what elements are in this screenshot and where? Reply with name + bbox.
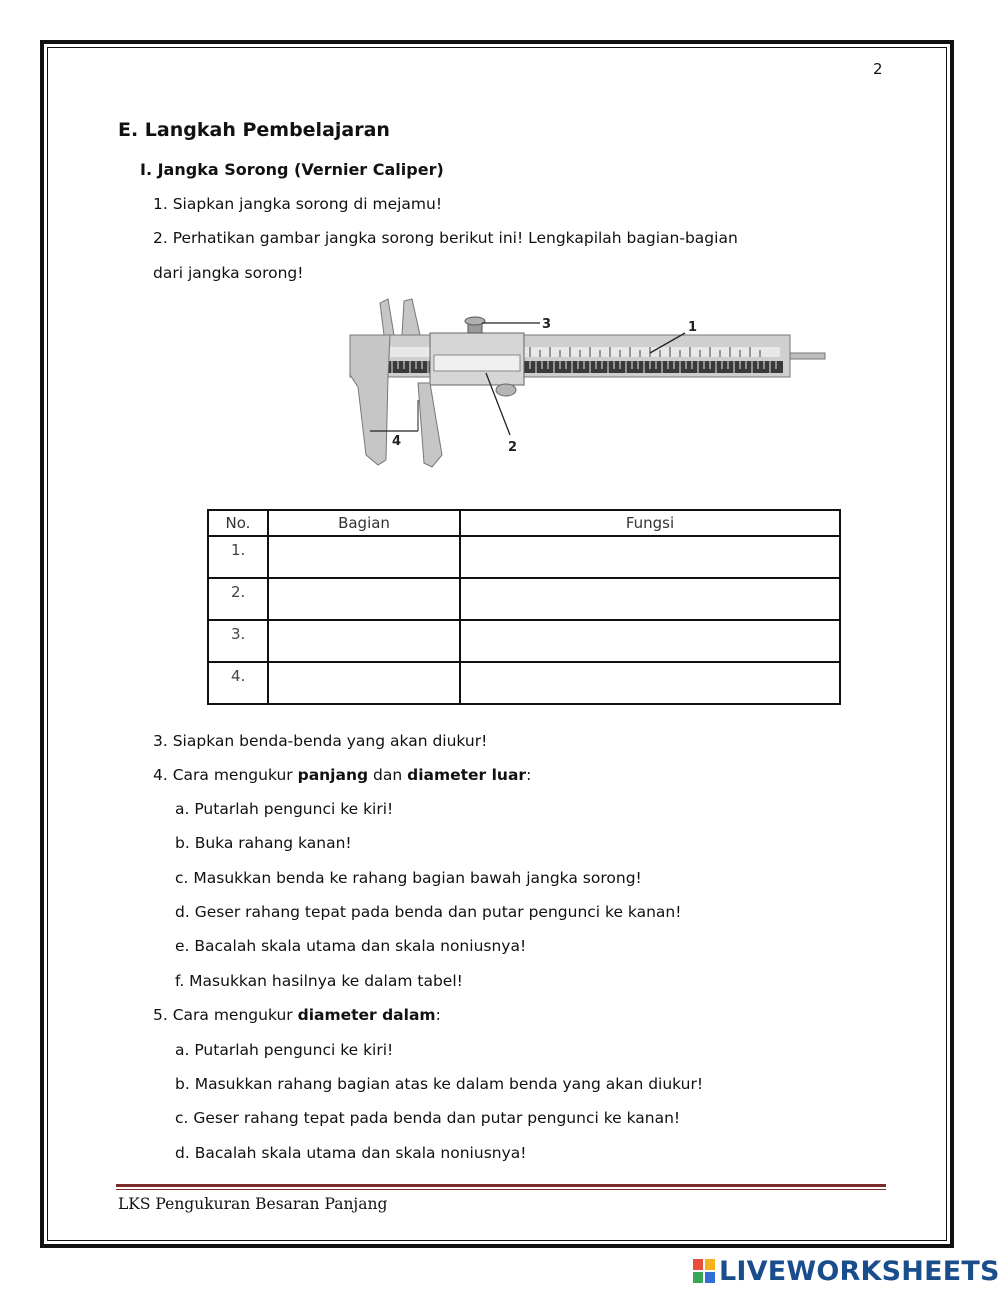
figure-label-4: 4 xyxy=(392,434,402,449)
vernier-caliper-figure xyxy=(330,295,835,475)
logo-block xyxy=(705,1259,715,1270)
table-header-bagian: Bagian xyxy=(268,510,460,536)
row-bagian-input[interactable] xyxy=(268,620,460,662)
step-2-continued: dari jangka sorong! xyxy=(153,264,304,282)
table-header-fungsi: Fungsi xyxy=(460,510,840,536)
table-row xyxy=(208,620,840,662)
figure-label-2: 2 xyxy=(508,440,518,455)
step-4-item: a. Putarlah pengunci ke kiri! xyxy=(175,800,394,818)
footer-text: LKS Pengukuran Besaran Panjang xyxy=(118,1195,388,1213)
step-4-item: e. Bacalah skala utama dan skala noniusnya! xyxy=(175,937,527,955)
figure-label-3: 3 xyxy=(542,317,552,332)
table-header-row xyxy=(208,510,840,536)
step-2: 2. Perhatikan gambar jangka sorong berikut ini! Lengkapilah bagian-bagian xyxy=(153,229,738,247)
step-4-bold-2: diameter luar xyxy=(407,766,527,784)
step-4-suffix: : xyxy=(526,766,532,784)
footer-divider xyxy=(116,1184,886,1187)
page-number: 2 xyxy=(873,60,883,78)
row-bagian-input[interactable] xyxy=(268,578,460,620)
step-4-prefix: 4. Cara mengukur xyxy=(153,766,298,784)
step-5-suffix: : xyxy=(435,1006,441,1024)
row-fungsi-input[interactable] xyxy=(460,620,840,662)
subsection-title: I. Jangka Sorong (Vernier Caliper) xyxy=(140,160,444,179)
figure-label-1: 1 xyxy=(688,320,698,335)
table-row xyxy=(208,578,840,620)
step-5-heading xyxy=(153,1006,441,1024)
row-no: 2. xyxy=(208,578,268,620)
step-4-item: c. Masukkan benda ke rahang bagian bawah jangka sorong! xyxy=(175,869,642,887)
step-3: 3. Siapkan benda-benda yang akan diukur! xyxy=(153,732,488,750)
row-no: 4. xyxy=(208,662,268,704)
row-no: 1. xyxy=(208,536,268,578)
step-4-item: d. Geser rahang tepat pada benda dan putar pengunci ke kanan! xyxy=(175,903,682,921)
logo-block xyxy=(693,1272,703,1283)
step-5-item: b. Masukkan rahang bagian atas ke dalam benda yang akan diukur! xyxy=(175,1075,704,1093)
row-bagian-input[interactable] xyxy=(268,662,460,704)
row-fungsi-input[interactable] xyxy=(460,662,840,704)
logo-text: LIVEWORKSHEETS xyxy=(719,1255,1000,1287)
liveworksheets-logo[interactable] xyxy=(693,1256,1000,1286)
table-row xyxy=(208,536,840,578)
step-5-item: c. Geser rahang tepat pada benda dan putar pengunci ke kanan! xyxy=(175,1109,681,1127)
step-4-bold-1: panjang xyxy=(297,766,369,784)
step-4-item: b. Buka rahang kanan! xyxy=(175,834,352,852)
step-4-item: f. Masukkan hasilnya ke dalam tabel! xyxy=(175,972,463,990)
logo-blocks-icon xyxy=(693,1259,715,1283)
row-fungsi-input[interactable] xyxy=(460,536,840,578)
footer-divider-thin xyxy=(116,1189,886,1190)
logo-block xyxy=(693,1259,703,1270)
row-bagian-input[interactable] xyxy=(268,536,460,578)
step-5-bold: diameter dalam xyxy=(297,1006,436,1024)
step-1: 1. Siapkan jangka sorong di mejamu! xyxy=(153,195,443,213)
step-4-heading xyxy=(153,766,531,784)
logo-block xyxy=(705,1272,715,1283)
row-fungsi-input[interactable] xyxy=(460,578,840,620)
table-row xyxy=(208,662,840,704)
step-5-item: a. Putarlah pengunci ke kiri! xyxy=(175,1041,394,1059)
parts-table xyxy=(207,509,841,705)
section-title: E. Langkah Pembelajaran xyxy=(118,119,390,141)
step-5-item: d. Bacalah skala utama dan skala noniusnya! xyxy=(175,1144,527,1162)
step-4-mid: dan xyxy=(368,766,408,784)
table-header-no: No. xyxy=(208,510,268,536)
step-5-prefix: 5. Cara mengukur xyxy=(153,1006,298,1024)
row-no: 3. xyxy=(208,620,268,662)
